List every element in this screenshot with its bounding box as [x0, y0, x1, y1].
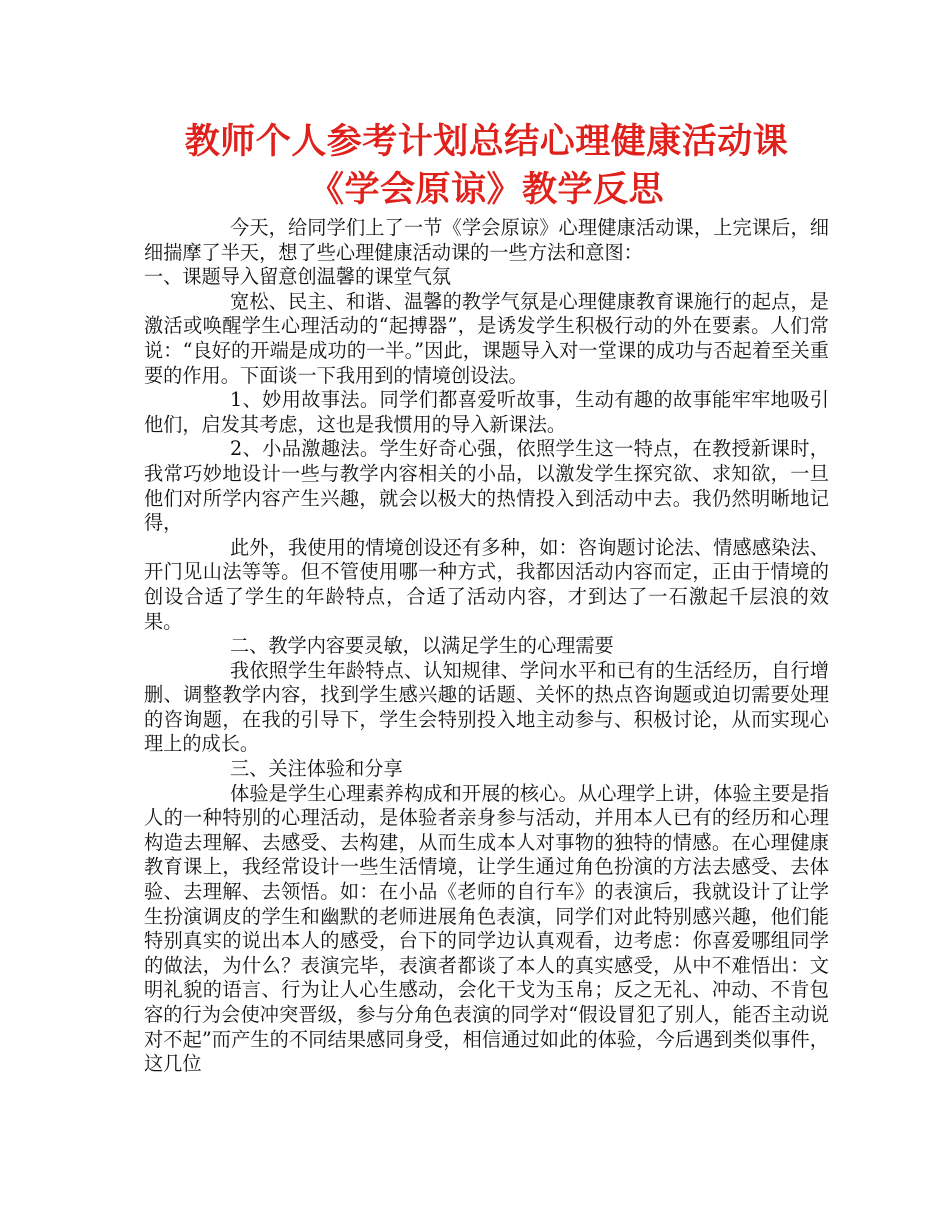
- document-title-line-2: 《学会原谅》教学反思: [308, 170, 664, 210]
- paragraph: 宽松、民主、和谐、温馨的教学气氛是心理健康教育课施行的起点，是激活或唤醒学生心理活动的“起搏器”，是诱发学生积极行动的外在要素。人们常说：“良好的开端是成功的一半。”因此，课题导入对一堂课的成功与否起着至关重要的作用。下面谈一下我用到的情境创设法。: [144, 289, 829, 387]
- document-page: [144, 118, 829, 1077]
- paragraph: 二、教学内容要灵敏，以满足学生的心理需要: [230, 634, 614, 658]
- document-body: [144, 216, 829, 1077]
- paragraph: 一、课题导入留意创温馨的课堂气氛: [144, 265, 451, 289]
- paragraph: 三、关注体验和分享: [230, 757, 403, 781]
- paragraph: 我依照学生年龄特点、认知规律、学问水平和已有的生活经历，自行增删、调整教学内容，找到学生感兴趣的话题、关怀的热点咨询题或迫切需要处理的咨询题，在我的引导下，学生会特别投入地主动参与、积极讨论，从而实现心理上的成长。: [144, 658, 829, 756]
- document-title-line-1: 教师个人参考计划总结心理健康活动课: [184, 122, 789, 162]
- paragraph: 今天，给同学们上了一节《学会原谅》心理健康活动课，上完课后，细细揣摩了半天，想了些心理健康活动课的一些方法和意图：: [144, 216, 829, 264]
- paragraph: 1、妙用故事法。同学们都喜爱听故事，生动有趣的故事能牢牢地吸引他们，启发其考虑，这也是我惯用的导入新课法。: [144, 388, 829, 436]
- paragraph: 体验是学生心理素养构成和开展的核心。从心理学上讲，体验主要是指人的一种特别的心理活动，是体验者亲身参与活动，并用本人已有的经历和心理构造去理解、去感受、去构建，从而生成本人对事物的独特的情感。在心理健康教育课上，我经常设计一些生活情境，让学生通过角色扮演的方法去感受、去体验、去理解、去领悟。如：在小品《老师的自行车》的表演后，我就设计了让学生扮演调皮的学生和幽默的老师进展角色表演，同学们对此特别感兴趣，他们能特别真实的说出本人的感受，台下的同学边认真观看，边考虑：你喜爱哪组同学的做法，为什么？表演完毕，表演者都谈了本人的真实感受，从中不难悟出：文明礼貌的语言、行为让人心生感动，会化干戈为玉帛；反之无礼、冲动、不肯包容的行为会使冲突晋级，参与分角色表演的同学对“假设冒犯了别人，能否主动说对不起”而产生的不同结果感同身受，相信通过如此的体验，今后遇到类似事件，这几位: [144, 781, 829, 1076]
- paragraph: 2、小品激趣法。学生好奇心强，依照学生这一特点，在教授新课时，我常巧妙地设计一些与教学内容相关的小品，以激发学生探究欲、求知欲，一旦他们对所学内容产生兴趣，就会以极大的热情投入到活动中去。我仍然明晰地记得，: [144, 437, 829, 535]
- document-title: [144, 118, 829, 214]
- paragraph: 此外，我使用的情境创设还有多种，如：咨询题讨论法、情感感染法、开门见山法等等。但不管使用哪一种方式，我都因活动内容而定，正由于情境的创设合适了学生的年龄特点，合适了活动内容，才到达了一石激起千层浪的效果。: [144, 535, 829, 633]
